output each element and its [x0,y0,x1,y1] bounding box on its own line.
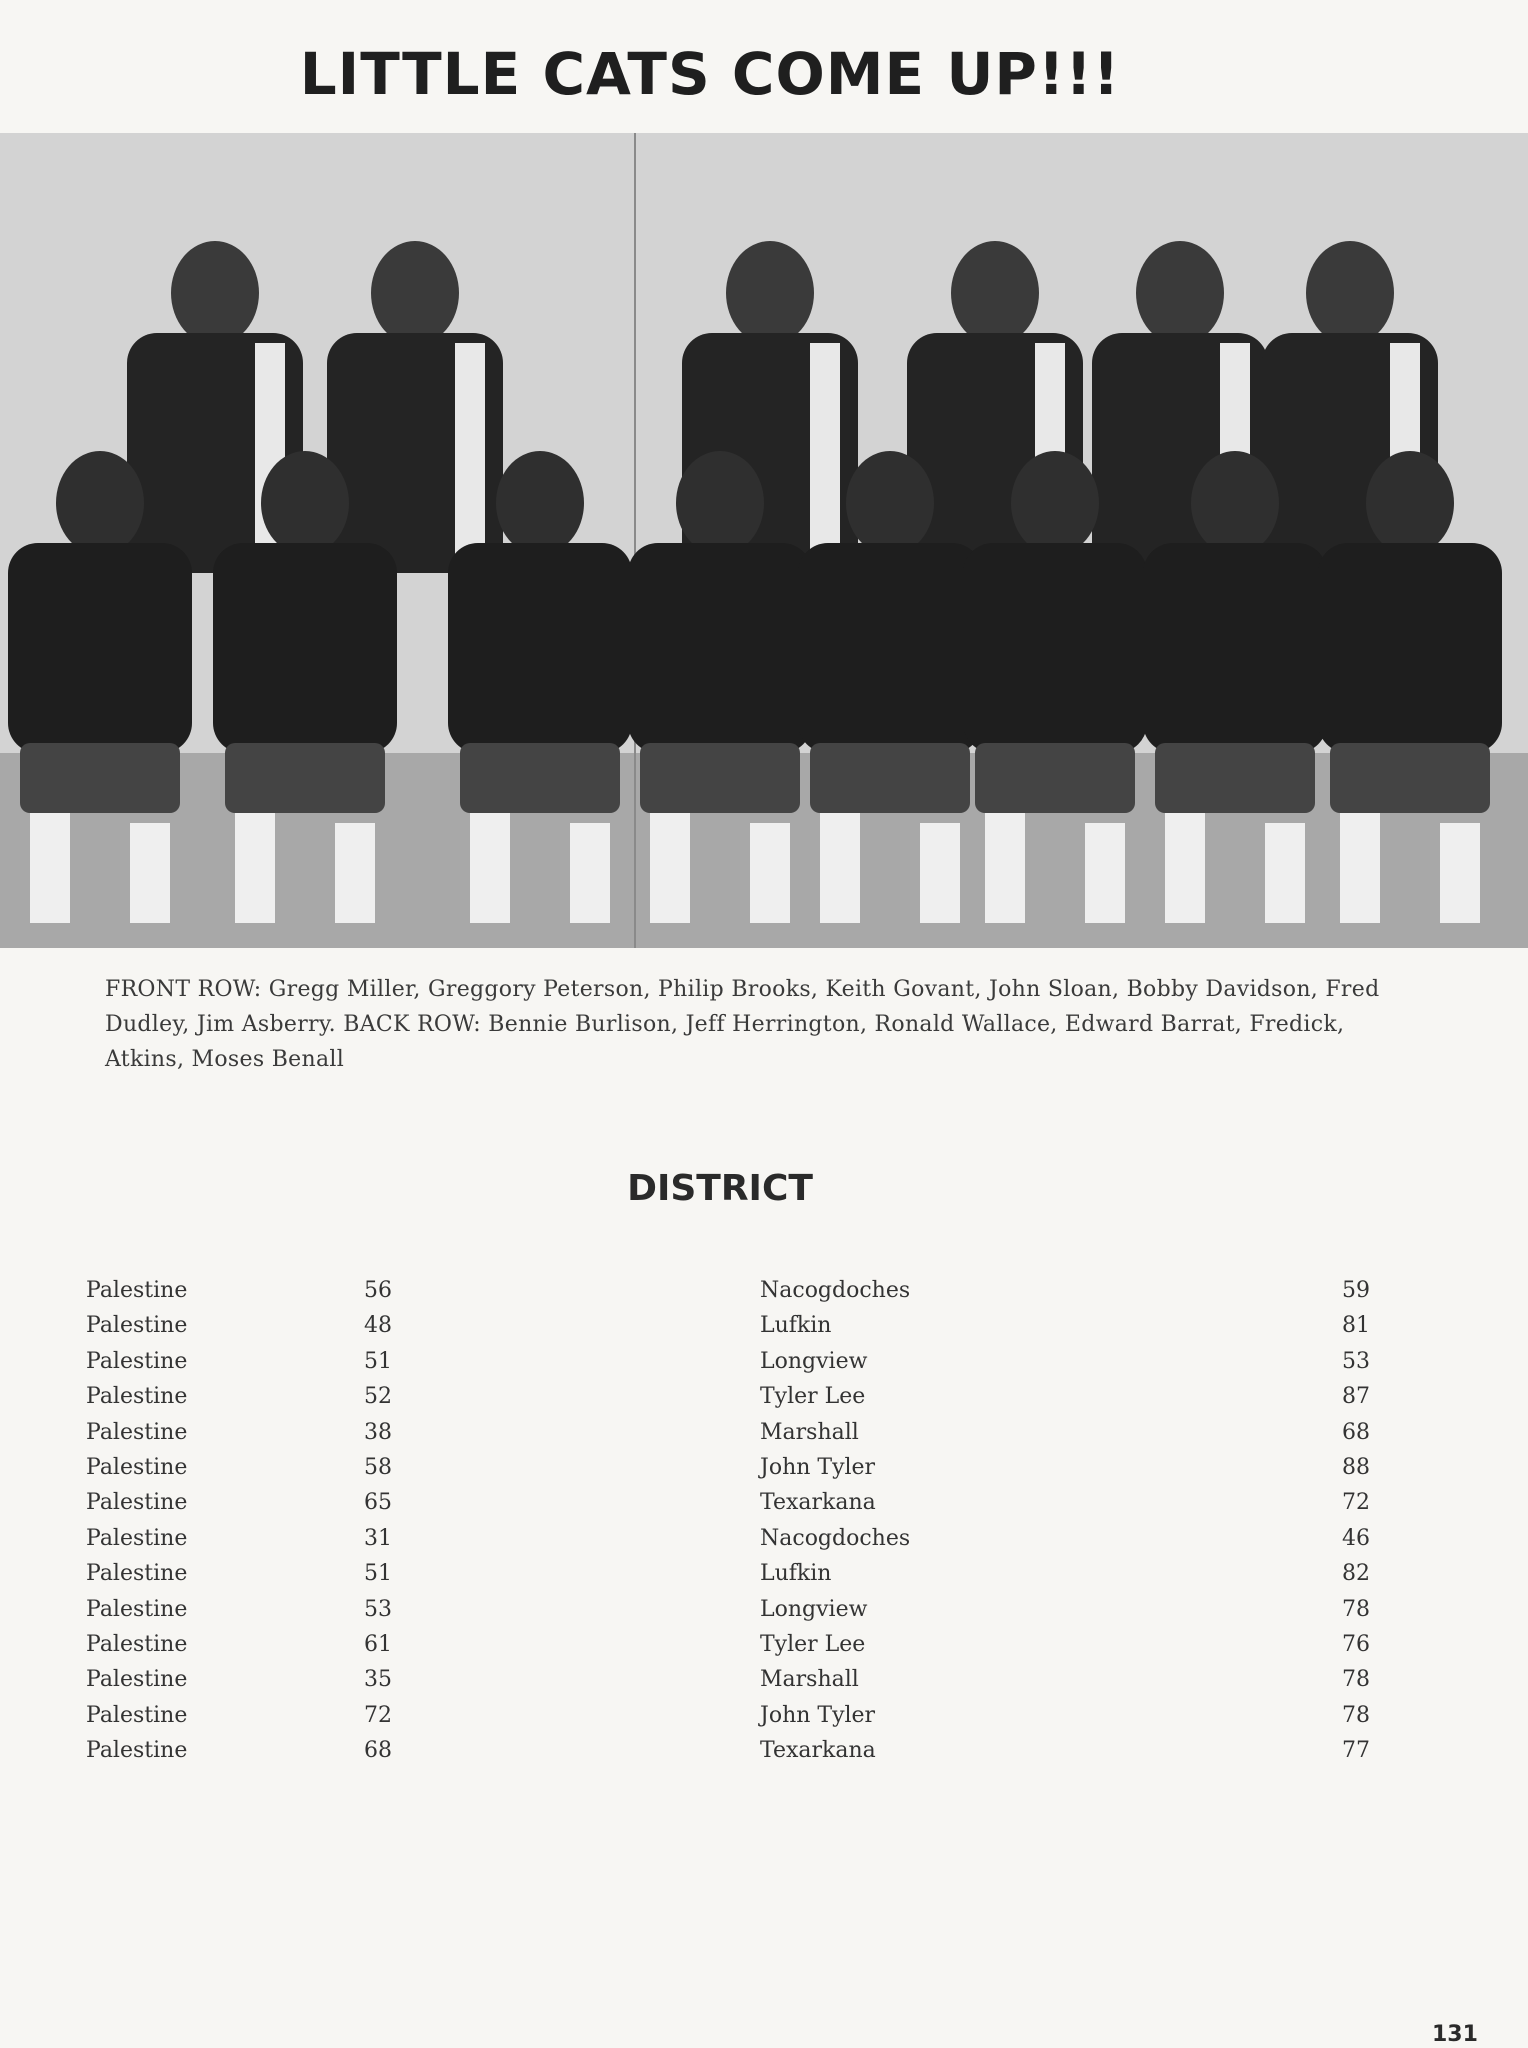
home-team: Palestine [86,1313,188,1339]
home-score: 51 [364,1561,392,1587]
opponent-team: Texarkana [760,1738,876,1764]
opponent-score: 77 [1342,1738,1370,1764]
home-team: Palestine [86,1384,188,1410]
opponent-team: Marshall [760,1419,859,1445]
district-results-table [0,1278,1528,1773]
home-score: 53 [364,1596,392,1622]
opponent-score: 78 [1342,1596,1370,1622]
opponent-team: Lufkin [760,1561,832,1587]
home-score: 35 [364,1667,392,1693]
result-row [0,1597,1528,1632]
district-heading: DISTRICT [627,1168,813,1209]
home-score: 58 [364,1454,392,1480]
result-row [0,1490,1528,1525]
team-photo [0,133,1528,948]
page-number: 131 [1432,2022,1478,2047]
opponent-score: 59 [1342,1278,1370,1303]
home-team: Palestine [86,1738,188,1764]
home-score: 38 [364,1419,392,1445]
opponent-team: Longview [760,1348,868,1374]
result-row [0,1632,1528,1667]
result-row [0,1420,1528,1455]
home-score: 68 [364,1738,392,1764]
home-team: Palestine [86,1454,188,1480]
opponent-team: Texarkana [760,1490,876,1516]
home-score: 72 [364,1702,392,1728]
home-team: Palestine [86,1631,188,1657]
result-row [0,1561,1528,1596]
opponent-score: 82 [1342,1561,1370,1587]
home-score: 31 [364,1525,392,1551]
result-row [0,1455,1528,1490]
opponent-score: 53 [1342,1348,1370,1374]
home-team: Palestine [86,1561,188,1587]
opponent-team: Nacogdoches [760,1278,911,1303]
opponent-team: Nacogdoches [760,1525,911,1551]
home-team: Palestine [86,1490,188,1516]
home-team: Palestine [86,1278,188,1303]
home-team: Palestine [86,1702,188,1728]
opponent-team: Marshall [760,1667,859,1693]
opponent-score: 72 [1342,1490,1370,1516]
result-row [0,1667,1528,1702]
home-score: 51 [364,1348,392,1374]
result-row [0,1278,1528,1313]
home-score: 52 [364,1384,392,1410]
opponent-team: Longview [760,1596,868,1622]
opponent-team: John Tyler [760,1454,876,1480]
photo-caption: FRONT ROW: Gregg Miller, Greggory Peterson, Philip Brooks, Keith Govant, John Sloan, Bobby Davidson, Fred Dudley, Jim Asberry. BACK ROW: Bennie Burlison, Jeff Herrington, Ronald Wallace, Edward Barrat, Fredick, Atkins, Moses Benall [105,977,1380,1072]
opponent-score: 78 [1342,1702,1370,1728]
opponent-score: 81 [1342,1313,1370,1339]
home-score: 48 [364,1313,392,1339]
page-title: LITTLE CATS COME UP!!! [299,40,1121,108]
home-team: Palestine [86,1419,188,1445]
opponent-score: 76 [1342,1631,1370,1657]
home-team: Palestine [86,1667,188,1693]
opponent-score: 68 [1342,1419,1370,1445]
opponent-team: John Tyler [760,1702,876,1728]
opponent-score: 78 [1342,1667,1370,1693]
team-photo-illustration [0,133,1528,948]
result-row [0,1703,1528,1738]
opponent-team: Tyler Lee [760,1631,866,1657]
opponent-team: Tyler Lee [760,1384,866,1410]
result-row [0,1384,1528,1419]
home-team: Palestine [86,1348,188,1374]
result-row [0,1526,1528,1561]
opponent-score: 87 [1342,1384,1370,1410]
home-team: Palestine [86,1525,188,1551]
opponent-score: 88 [1342,1454,1370,1480]
home-score: 56 [364,1278,392,1303]
result-row [0,1349,1528,1384]
result-row [0,1738,1528,1773]
home-score: 61 [364,1631,392,1657]
home-score: 65 [364,1490,392,1516]
home-team: Palestine [86,1596,188,1622]
opponent-score: 46 [1342,1525,1370,1551]
opponent-team: Lufkin [760,1313,832,1339]
result-row [0,1313,1528,1348]
